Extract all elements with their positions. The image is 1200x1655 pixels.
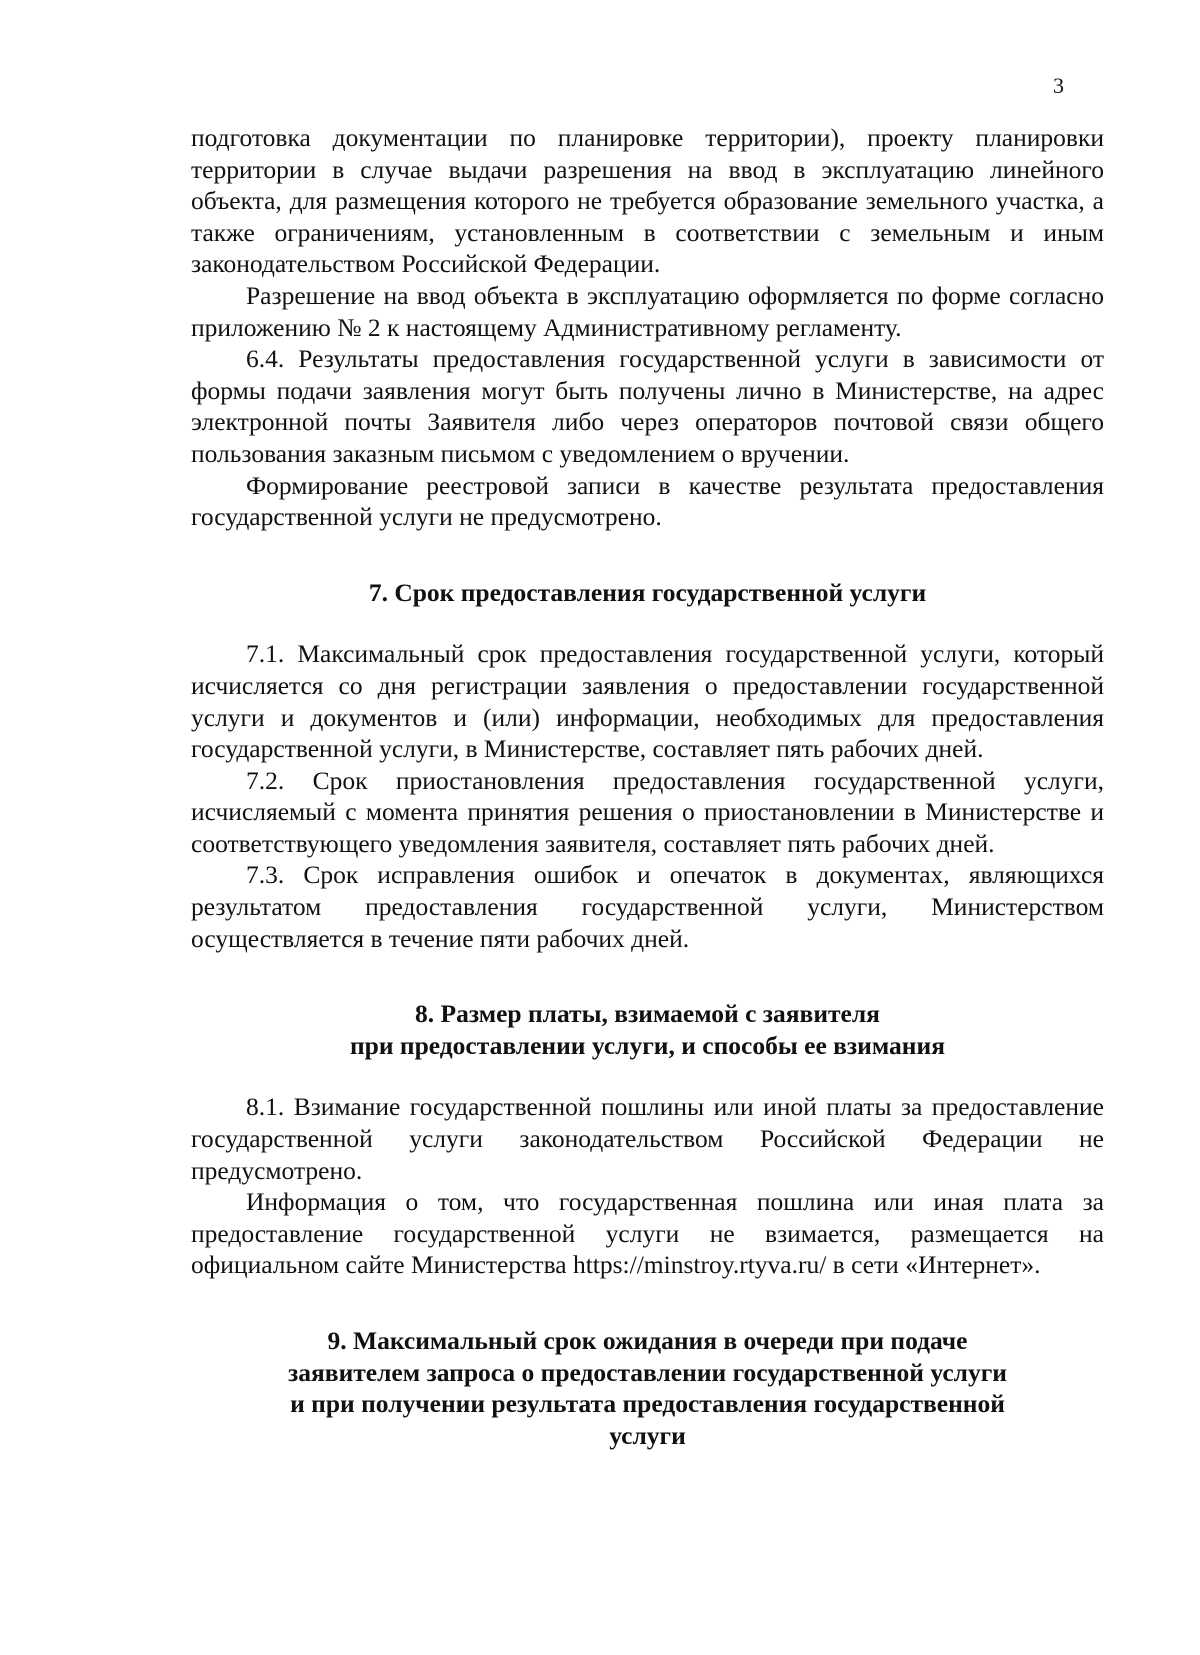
paragraph-continuation: подготовка документации по планировке территории), проекту планировки территории в случае выдачи разрешения на ввод в эксплуатацию линейного объекта, для размещения которого не требуется образование земельного участка, а также ограничениям, установленным в соответствии с земельным и иным законодательством Российской Федерации. xyxy=(191,123,1104,279)
section-9-heading-line-4: услуги xyxy=(609,1420,686,1450)
spacer xyxy=(191,533,1104,577)
paragraph-7-3: 7.3. Срок исправления ошибок и опечаток в документах, являющихся результатом предоставления государственной услуги, Министерством осуществляется в течение пяти рабочих дней. xyxy=(191,860,1104,953)
section-8-heading-line-2: при предоставлении услуги, и способы ее взимания xyxy=(349,1030,945,1060)
paragraph-fee-info: Информация о том, что государственная пошлина или иная плата за предоставление государственной услуги не взимается, размещается на официальном сайте Министерства https://minstroy.rtyva.ru/ в сети «Интернет». xyxy=(191,1187,1104,1280)
page-number: 3 xyxy=(1053,73,1064,98)
section-8-heading-line-1: 8. Размер платы, взимаемой с заявителя xyxy=(415,999,880,1029)
section-7-heading: 7. Срок предоставления государственной услуги xyxy=(368,577,927,607)
document-body xyxy=(191,122,1104,1451)
section-9-heading xyxy=(191,1325,1104,1451)
paragraph-6-4: 6.4. Результаты предоставления государственной услуги в зависимости от формы подачи заявления могут быть получены лично в Министерстве, на адрес электронной почты Заявителя либо через операторов почтовой связи общего пользования заказным письмом с уведомлением о вручении. xyxy=(191,344,1104,468)
paragraph-7-1: 7.1. Максимальный срок предоставления государственной услуги, который исчисляется со дня регистрации заявления о предоставлении государственной услуги и документов и (или) информации, необходимых для предоставления государственной услуги, в Министерстве, составляет пять рабочих дней. xyxy=(191,639,1104,764)
paragraph-registry-record: Формирование реестровой записи в качестве результата предоставления государственной услуги не предусмотрено. xyxy=(191,470,1104,532)
spacer xyxy=(191,1281,1104,1325)
section-9-heading-line-2: заявителем запроса о предоставлении государственной услуги xyxy=(288,1357,1007,1387)
spacer xyxy=(191,954,1104,998)
paragraph-7-2: 7.2. Срок приостановления предоставления государственной услуги, исчисляемый с момента принятия решения о приостановлении в Министерстве и соответствующего уведомления заявителя, составляет пять рабочих дней. xyxy=(191,765,1104,858)
paragraph-8-1: 8.1. Взимание государственной пошлины или иной платы за предоставление государственной услуги законодательством Российской Федерации не предусмотрено. xyxy=(191,1092,1104,1185)
spacer xyxy=(191,608,1104,638)
section-9-heading-line-3: и при получении результата предоставления государственной xyxy=(290,1389,1005,1419)
section-9-heading-line-1: 9. Максимальный срок ожидания в очереди при подаче xyxy=(327,1326,968,1355)
paragraph-permit-form: Разрешение на ввод объекта в эксплуатацию оформляется по форме согласно приложению № 2 к настоящему Административному регламенту. xyxy=(191,280,1104,342)
spacer xyxy=(191,1061,1104,1091)
section-8-heading xyxy=(191,998,1104,1061)
